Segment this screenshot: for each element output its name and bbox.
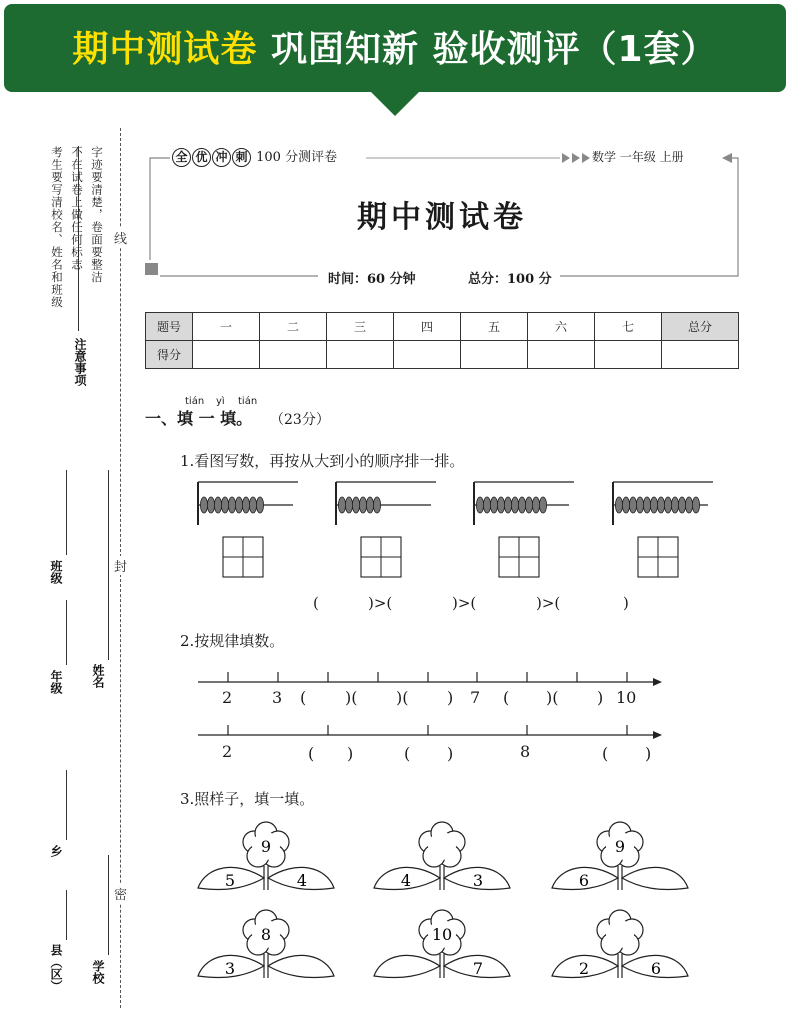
nl1-paren: ( — [300, 688, 307, 707]
pinyin-1: tián — [185, 396, 205, 407]
col-1: 一 — [193, 313, 260, 341]
flower-top-number: 10 — [431, 925, 453, 944]
nl1-paren: ) — [447, 688, 454, 707]
nl2-paren: ( — [308, 744, 315, 763]
flower-center — [606, 920, 634, 948]
col-3: 三 — [327, 313, 394, 341]
notice-line-3: 字迹要清楚，卷面要整洁 — [90, 146, 104, 284]
section-score: （23分） — [270, 412, 330, 428]
flower-center — [428, 832, 456, 860]
brand-char-3: 冲 — [212, 148, 231, 167]
col-6: 六 — [528, 313, 595, 341]
col-2: 二 — [260, 313, 327, 341]
order-paren-4: )>( — [536, 594, 561, 612]
nl1-2: 2 — [222, 688, 233, 707]
brand-char-4: 刺 — [232, 148, 251, 167]
flower — [198, 822, 334, 890]
flower-top-number: 9 — [260, 837, 272, 856]
notice-heading: 注意事项 — [73, 338, 87, 386]
nl1-paren: )( — [345, 688, 358, 707]
col-5: 五 — [461, 313, 528, 341]
flower-leaf-right — [268, 955, 334, 977]
brand-char-2: 优 — [192, 148, 211, 167]
nl2-8: 8 — [520, 742, 531, 761]
nl1-paren: ) — [597, 688, 604, 707]
question-2-text: 2.按规律填数。 — [180, 632, 285, 650]
order-paren-3: )>( — [452, 594, 477, 612]
brand-char-1: 全 — [172, 148, 191, 167]
question-3-text: 3.照样子，填一填。 — [180, 790, 315, 808]
subject-label: 数学 一年级 上册 — [592, 150, 684, 164]
flower-left-number: 4 — [400, 871, 412, 890]
field-county-label: 县（区） — [49, 944, 63, 992]
flower — [552, 822, 688, 890]
nl2-paren: ) — [447, 744, 454, 763]
field-name-label: 姓名 — [91, 664, 105, 688]
question-1-text: 1.看图写数，再按从大到小的顺序排一排。 — [180, 452, 465, 470]
exam-time: 时间：60 分钟 — [328, 272, 416, 287]
nl1-7: 7 — [470, 688, 481, 707]
nl1-paren: )( — [396, 688, 409, 707]
flower — [552, 910, 688, 978]
flower-left-number: 2 — [578, 959, 590, 978]
order-paren-2: )>( — [368, 594, 393, 612]
nl1-3: 3 — [272, 688, 283, 707]
nl2-2: 2 — [222, 742, 233, 761]
flower — [374, 822, 510, 890]
col-total: 总分 — [662, 313, 739, 341]
col-7: 七 — [595, 313, 662, 341]
nl2-paren: ) — [645, 744, 652, 763]
flower-leaf-right — [622, 867, 688, 889]
banner-title-rest: 巩固知新 验收测评（1套） — [270, 29, 718, 70]
brand-suffix: 100 分测评卷 — [256, 150, 338, 165]
pinyin-3: tián — [238, 396, 258, 407]
flower-right-number: 3 — [472, 871, 484, 890]
notice-line-2: 不在试卷上做任何标志 — [70, 146, 84, 271]
flower-leaf-left — [374, 955, 440, 977]
order-paren-5: ) — [623, 594, 629, 612]
flower — [374, 910, 510, 978]
nl2-paren: ( — [602, 744, 609, 763]
order-paren-1: ( — [313, 594, 319, 612]
cut-mark-seal: 封 — [114, 556, 127, 575]
section-title: 一、填 一 填。 — [145, 409, 253, 428]
nl1-10: 10 — [616, 688, 637, 707]
notice-line-1: 考生要写清校名、姓名和班级 — [50, 146, 64, 309]
flower-top-number: 8 — [260, 925, 272, 944]
exam-total: 总分：100 分 — [468, 272, 552, 287]
pinyin-2: yì — [216, 396, 225, 407]
flower — [198, 910, 334, 978]
row-label-score: 得分 — [146, 341, 193, 369]
flower-left-number: 5 — [224, 871, 236, 890]
col-4: 四 — [394, 313, 461, 341]
field-grade-label: 年级 — [49, 670, 63, 694]
flower-left-number: 6 — [578, 871, 590, 890]
row-label-question: 题号 — [146, 313, 193, 341]
nl1-paren: ( — [503, 688, 510, 707]
nl2-paren: ( — [404, 744, 411, 763]
nl1-paren: )( — [546, 688, 559, 707]
flower-right-number: 4 — [296, 871, 308, 890]
page-title: 期中测试卷 — [357, 200, 527, 235]
cut-mark-line: 线 — [114, 228, 127, 247]
nl2-paren: ) — [347, 744, 354, 763]
cut-mark-secret: 密 — [114, 884, 127, 903]
flower-top-number: 9 — [614, 837, 626, 856]
field-class-label: 班级 — [49, 560, 63, 584]
flower-right-number: 7 — [472, 959, 484, 978]
flower-right-number: 6 — [650, 959, 662, 978]
field-school-label: 学校 — [91, 960, 105, 984]
flower-left-number: 3 — [224, 959, 236, 978]
banner-title-highlight: 期中测试卷 — [72, 29, 258, 70]
field-township-label: 乡 — [49, 845, 63, 857]
